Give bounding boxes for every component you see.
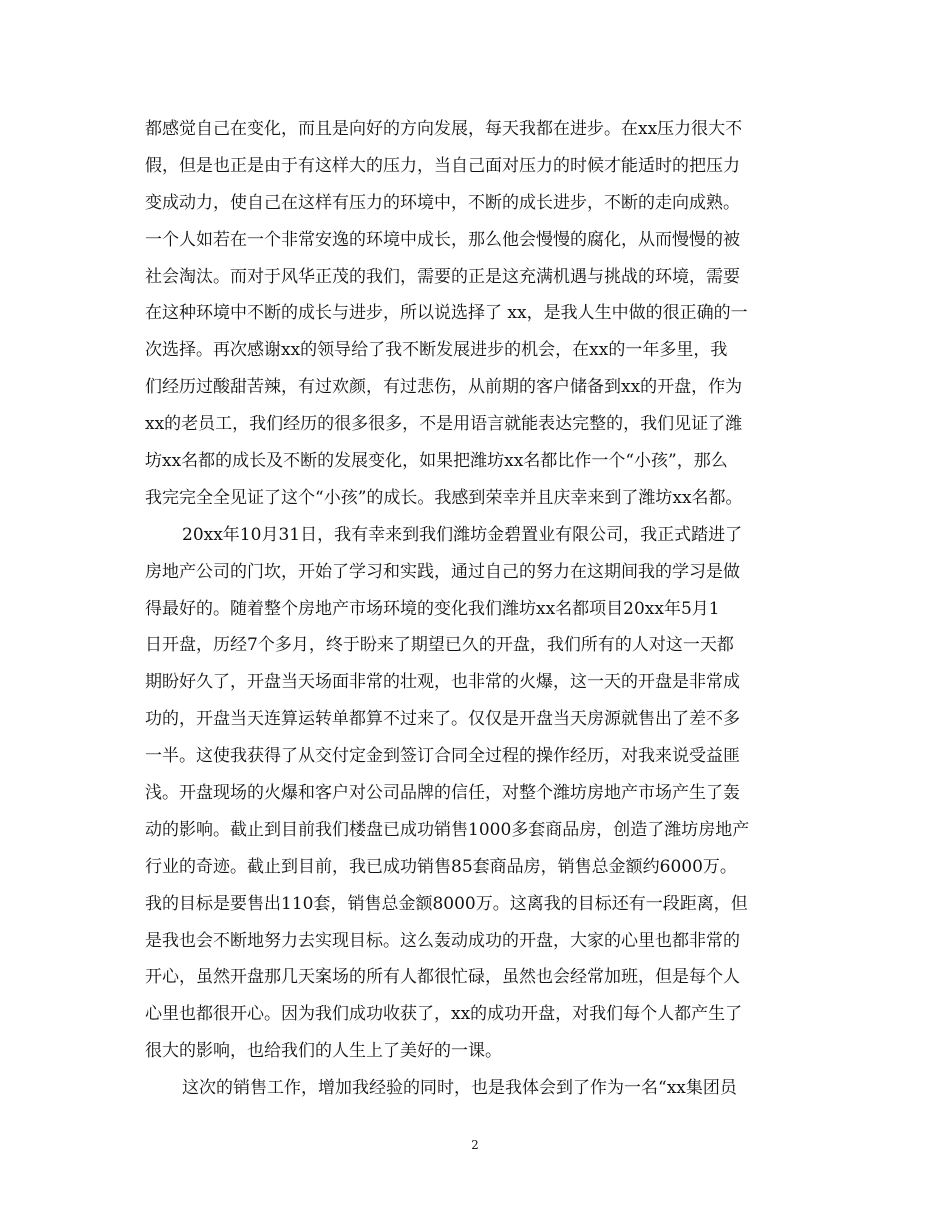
text-line: 都感觉自己在变化，而且是向好的方向发展，每天我都在进步。在xx压力很大不 <box>145 119 743 139</box>
paragraph-first-line: 这次的销售工作，增加我经验的同时，也是我体会到了作为一名“xx集团员 <box>182 1078 737 1099</box>
text-line: 坊xx名都的成长及不断的发展变化，如果把潍坊xx名都比作一个“小孩”，那么 <box>145 451 728 472</box>
text-line: 假，但是也正是由于有这样大的压力，当自己面对压力的时候才能适时的把压力 <box>145 155 740 176</box>
text-line: 得最好的。随着整个房地产市场环境的变化我们潍坊xx名都项目20xx年5月1 <box>145 598 720 619</box>
text-line: 次选择。再次感谢xx的领导给了我不断发展进步的机会，在xx的一年多里，我 <box>145 340 728 361</box>
text-line: 社会淘汰。而对于风华正茂的我们，需要的正是这充满机遇与挑战的环境，需要 <box>145 266 740 287</box>
text-line: 期盼好久了，开盘当天场面非常的壮观，也非常的火爆，这一天的开盘是非常成 <box>145 672 740 693</box>
body-text <box>145 111 810 1107</box>
text-line: 开心，虽然开盘那几天案场的所有人都很忙碌，虽然也会经常加班，但是每个人 <box>145 967 740 988</box>
text-line: 在这种环境中不断的成长与进步，所以说选择了 xx，是我人生中做的很正确的一 <box>145 303 748 324</box>
text-line: 日开盘，历经7个多月，终于盼来了期望已久的开盘，我们所有的人对这一天都 <box>145 635 734 656</box>
text-line: 我完完全全见证了这个“小孩”的成长。我感到荣幸并且庆幸来到了潍坊xx名都。 <box>145 487 743 508</box>
text-line: 行业的奇迹。截止到目前，我已成功销售85套商品房，销售总金额约6000万。 <box>145 856 737 877</box>
text-line: 心里也都很开心。因为我们成功收获了，xx的成功开盘，对我们每个人都产生了 <box>145 1004 743 1025</box>
text-line: xx的老员工，我们经历的很多很多，不是用语言就能表达完整的，我们见证了潍 <box>145 414 743 435</box>
text-line: 一个人如若在一个非常安逸的环境中成长，那么他会慢慢的腐化，从而慢慢的被 <box>145 229 740 250</box>
text-line: 我的目标是要售出110套，销售总金额8000万。这离我的目标还有一段距离，但 <box>145 893 748 914</box>
text-line: 功的，开盘当天连算运转单都算不过来了。仅仅是开盘当天房源就售出了差不多 <box>145 709 740 730</box>
text-line: 动的影响。截止到目前我们楼盘已成功销售1000多套商品房，创造了潍坊房地产 <box>145 819 750 840</box>
text-line: 浅。开盘现场的火爆和客户对公司品牌的信任，对整个潍坊房地产市场产生了轰 <box>145 783 740 804</box>
text-line: 房地产公司的门坎，开始了学习和实践，通过自己的努力在这期间我的学习是做 <box>145 561 740 582</box>
text-line: 变成动力，使自己在这样有压力的环境中，不断的成长进步，不断的走向成熟。 <box>145 192 740 213</box>
text-line: 一半。这使我获得了从交付定金到签订合同全过程的操作经历，对我来说受益匪 <box>145 746 740 767</box>
text-line: 们经历过酸甜苦辣，有过欢颜，有过悲伤，从前期的客户储备到xx的开盘，作为 <box>145 377 743 398</box>
paragraph-first-line: 20xx年10月31日，我有幸来到我们潍坊金碧置业有限公司，我正式踏进了 <box>182 524 743 545</box>
text-line: 很大的影响，也给我们的人生上了美好的一课。 <box>145 1041 502 1062</box>
text-line: 是我也会不断地努力去实现目标。这么轰动成功的开盘，大家的心里也都非常的 <box>145 930 740 951</box>
page-number: 2 <box>471 1138 479 1152</box>
